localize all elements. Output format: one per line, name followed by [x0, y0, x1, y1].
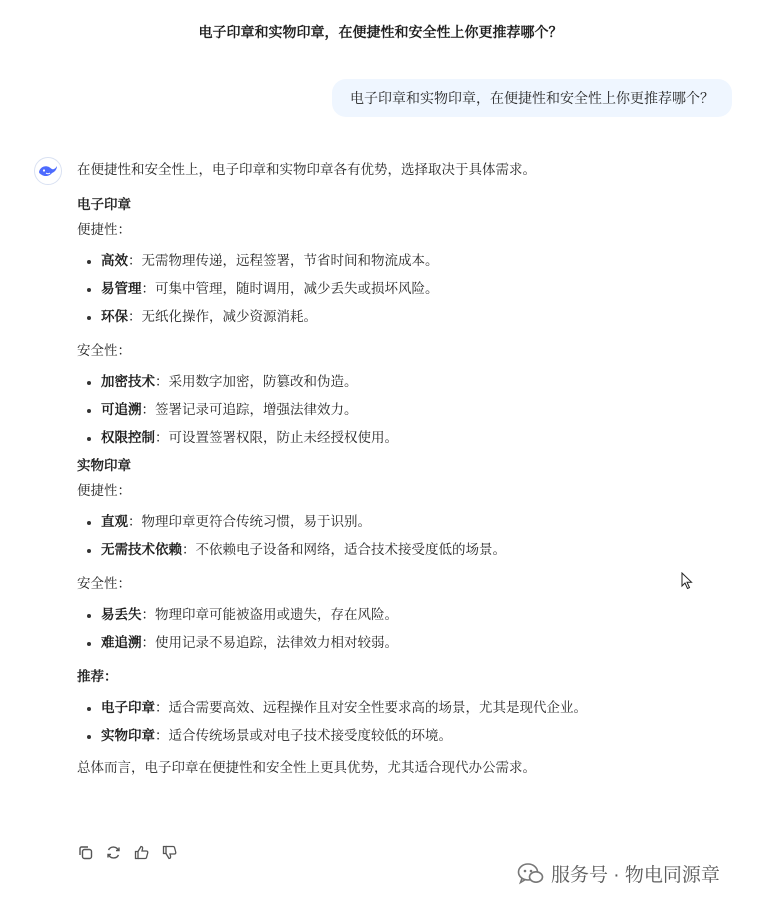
- assistant-avatar: [34, 157, 62, 185]
- answer-summary: 总体而言，电子印章在便捷性和安全性上更具优势，尤其适合现代办公需求。: [77, 760, 536, 775]
- page-title: 电子印章和实物印章，在便捷性和安全性上你更推荐哪个？: [198, 24, 563, 40]
- list-item: 电子印章：适合需要高效、远程操作且对安全性要求高的场景，尤其是现代企业。: [77, 698, 717, 718]
- list-item: 实物印章：适合传统场景或对电子技术接受度较低的环境。: [77, 726, 717, 746]
- list-item: 直观：物理印章更符合传统习惯，易于识别。: [77, 512, 717, 532]
- list-item: 环保：无纸化操作，减少资源消耗。: [77, 307, 717, 327]
- assistant-answer: [77, 160, 717, 778]
- list-item: 易管理：可集中管理，随时调用，减少丢失或损坏风险。: [77, 279, 717, 299]
- list-item: 加密技术：采用数字加密，防篡改和伪造。: [77, 372, 717, 392]
- section-heading-physical: 实物印章: [77, 458, 131, 473]
- regenerate-icon[interactable]: [104, 843, 123, 862]
- user-message-bubble: 电子印章和实物印章，在便捷性和安全性上你更推荐哪个？: [332, 79, 732, 117]
- section-heading-electronic: 电子印章: [77, 197, 131, 212]
- list-item: 易丢失：物理印章可能被盗用或遗失，存在风险。: [77, 605, 717, 625]
- physical-security-list: [77, 605, 717, 653]
- mouse-cursor-icon: [681, 572, 693, 595]
- electronic-convenience-list: [77, 251, 717, 327]
- message-actions: [76, 843, 179, 862]
- list-item: 无需技术依赖：不依赖电子设备和网络，适合技术接受度低的场景。: [77, 540, 717, 560]
- electronic-security-list: [77, 372, 717, 448]
- list-item: 难追溯：使用记录不易追踪，法律效力相对较弱。: [77, 633, 717, 653]
- watermark-text: 服务号 · 物电同源章: [551, 865, 720, 886]
- subheading-security: 安全性：: [77, 343, 131, 358]
- physical-convenience-list: [77, 512, 717, 560]
- copy-icon[interactable]: [76, 843, 95, 862]
- thumbs-up-icon[interactable]: [132, 843, 151, 862]
- subheading-security: 安全性：: [77, 576, 131, 591]
- subheading-recommend: 推荐：: [77, 669, 118, 684]
- answer-intro: 在便捷性和安全性上，电子印章和实物印章各有优势，选择取决于具体需求。: [77, 162, 536, 177]
- subheading-convenience: 便捷性：: [77, 483, 131, 498]
- list-item: 高效：无需物理传递，远程签署，节省时间和物流成本。: [77, 251, 717, 271]
- list-item: 可追溯：签署记录可追踪，增强法律效力。: [77, 400, 717, 420]
- subheading-convenience: 便捷性：: [77, 222, 131, 237]
- recommend-list: [77, 698, 717, 746]
- whale-logo-icon: [38, 163, 58, 179]
- list-item: 权限控制：可设置签署权限，防止未经授权使用。: [77, 428, 717, 448]
- watermark: [517, 860, 720, 887]
- thumbs-down-icon[interactable]: [160, 843, 179, 862]
- wechat-icon: [517, 862, 545, 886]
